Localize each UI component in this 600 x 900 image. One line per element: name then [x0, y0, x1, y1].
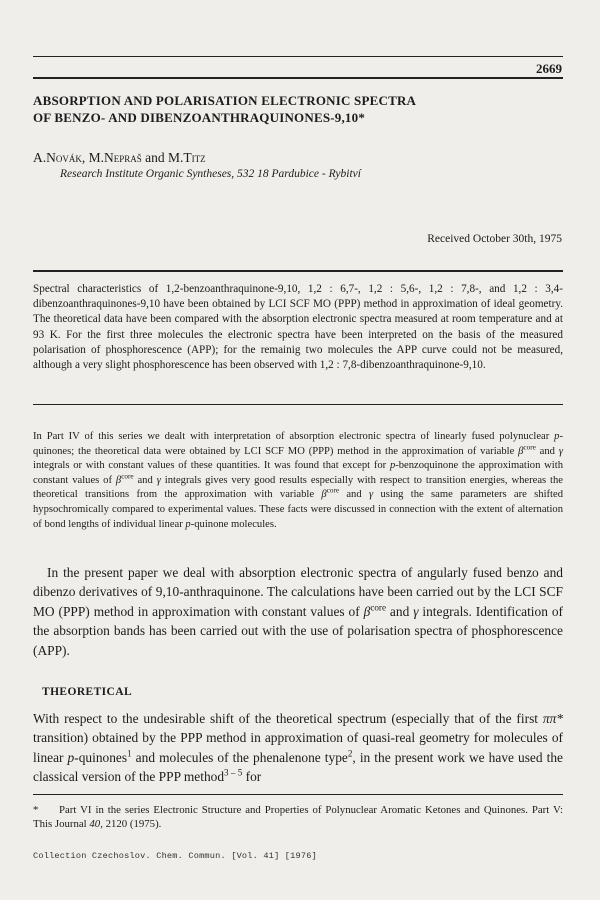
intro-text-9: using the same parameters are shifted hypsochromically compared to experimental values. These facts were discussed in connection with the extent of alternation of bond lengths of individual linear	[33, 489, 564, 530]
reference-3-5: 3 – 5	[224, 767, 243, 778]
core-superscript: core	[326, 486, 340, 495]
intro-italic-p: p	[185, 518, 191, 530]
section-heading-theoretical: THEORETICAL	[42, 686, 133, 698]
authors	[33, 150, 206, 166]
intro-text-4: integrals or with constant values of these quantities. It was found that except for	[33, 460, 390, 472]
intro-text-10: -quinone molecules.	[190, 518, 277, 530]
abstract	[33, 282, 563, 373]
body2-text-5: , in the present work we have used the classical version of the PPP method	[33, 749, 563, 785]
abstract-rule-bottom	[33, 404, 563, 405]
body2-text-2: transition) obtained by the PPP method in approximation of quasi-real geometry for molecules of linear	[33, 730, 563, 765]
beta-symbol: β	[321, 489, 327, 501]
author-1-surname: ovák	[55, 150, 82, 165]
reference-1: 1	[127, 748, 132, 759]
body-paragraph-1	[33, 563, 563, 660]
title-line-1: ABSORPTION AND POLARISATION ELECTRONIC SPECTRA	[33, 93, 417, 108]
affiliation: Research Institute Organic Syntheses, 532 18 Pardubice - Rybitví	[60, 168, 361, 180]
beta-symbol: β	[518, 445, 524, 457]
beta-symbol: β	[363, 603, 371, 619]
author-2-surname: epraš	[113, 150, 142, 165]
body2-text-4: and molecules of the phenalenone type	[131, 749, 348, 765]
footnote	[33, 803, 563, 831]
footnote-text: Part VI in the series Electronic Structure and Properties of Polynuclear Aromatic Ketones and Quinones. Part V: This Journal	[33, 804, 563, 830]
footnote-rule	[33, 794, 563, 795]
body2-text-6: for	[242, 769, 262, 785]
body1-text-1: In the present paper we deal with absorption electronic spectra of angularly fused benzo and dibenzo derivatives of 9,10-anthraquinone. The calculations have been carried out by the LCI SCF MO (PPP) method in approximation with constant values of	[33, 565, 563, 619]
header-rule-bottom	[33, 77, 563, 79]
core-superscript: core	[121, 472, 134, 481]
author-sep-1: , M.N	[81, 150, 114, 165]
core-superscript: core	[370, 602, 386, 613]
received-date: Received October 30th, 1975	[427, 233, 562, 245]
intro-italic-p: p	[389, 460, 396, 472]
body2-text-1: With respect to the undesirable shift of the theoretical spectrum (especially that of the first	[33, 711, 543, 726]
beta-symbol: β	[115, 474, 122, 486]
core-superscript: core	[523, 443, 536, 452]
body2-text-3: -quinones	[74, 749, 128, 765]
footnote-volume: 40	[89, 818, 101, 830]
footnote-mark: *	[33, 804, 39, 816]
gamma-symbol: γ	[558, 445, 563, 457]
intro-italic-p: p	[554, 431, 560, 442]
pi-pi-star-symbol: ππ*	[542, 711, 563, 726]
intro-text-3: and	[535, 445, 559, 457]
intro-text-7: integrals gives very good results especially with respect to transition energies, whereas the theoretical transitions from the approximation with variable	[33, 474, 564, 501]
author-sep-2: and M.T	[141, 150, 192, 165]
reference-2: 2	[347, 748, 353, 759]
author-3-surname: itz	[191, 150, 206, 165]
intro-paragraph	[33, 430, 563, 532]
body2-italic-p: p	[67, 749, 75, 765]
abstract-text: Spectral characteristics of 1,2-benzoanthraquinone-9,10, 1,2 : 6,7-, 1,2 : 5,6-, 1,2 : 7,8-, and 1,2 : 3,4-dibenzoanthraquinones-9,10 have been obtained by LCI SCF MO (PPP) method in approximation of ideal geometry. The theoretical data have been compared with the absorption electronic spectra measured at room temperature and at 93 K. For the first three molecules the electronic spectra have been interpreted on the basis of the measured polarisation of phosphorescence (APP); for the remainig two molecules the APP curve could not be measured, although a very slight phosphorescence has been observed with 1,2 : 7,8-dibenzoanthraquinone-9,10.	[33, 283, 563, 372]
body1-text-2: and	[386, 603, 414, 619]
intro-text-6: and	[133, 474, 157, 486]
intro-text-1: In Part IV of this series we dealt with interpretation of absorption electronic spectra of linearly fused polynuclear	[33, 431, 555, 442]
gamma-symbol: γ	[368, 489, 374, 501]
gamma-symbol: γ	[156, 474, 161, 486]
body-paragraph-2	[33, 709, 563, 787]
intro-text-8: and	[339, 489, 369, 501]
footnote-rest: , 2120 (1975).	[100, 818, 162, 830]
page-number: 2669	[536, 61, 562, 76]
gamma-symbol: γ	[413, 603, 419, 619]
journal-footer: Collection Czechoslov. Chem. Commun. [Vol. 41] [1976]	[33, 851, 317, 861]
body1-text-3: integrals. Identification of the absorption bands has been carried out with the use of polarisation spectra of phosphorescence (APP).	[33, 603, 563, 658]
intro-text-5: -benzoquinone the approximation with constant values of	[33, 460, 563, 486]
article-title	[33, 92, 553, 126]
title-line-2: OF BENZO- AND DIBENZOANTHRAQUINONES-9,10*	[33, 110, 366, 125]
header-rule-top	[33, 56, 563, 57]
intro-text-2: -quinones; the theoretical data were obtained by LCI SCF MO (PPP) method in the approximation of variable	[33, 431, 563, 457]
abstract-rule-top	[33, 270, 563, 272]
author-1-initial: A.N	[33, 150, 56, 165]
